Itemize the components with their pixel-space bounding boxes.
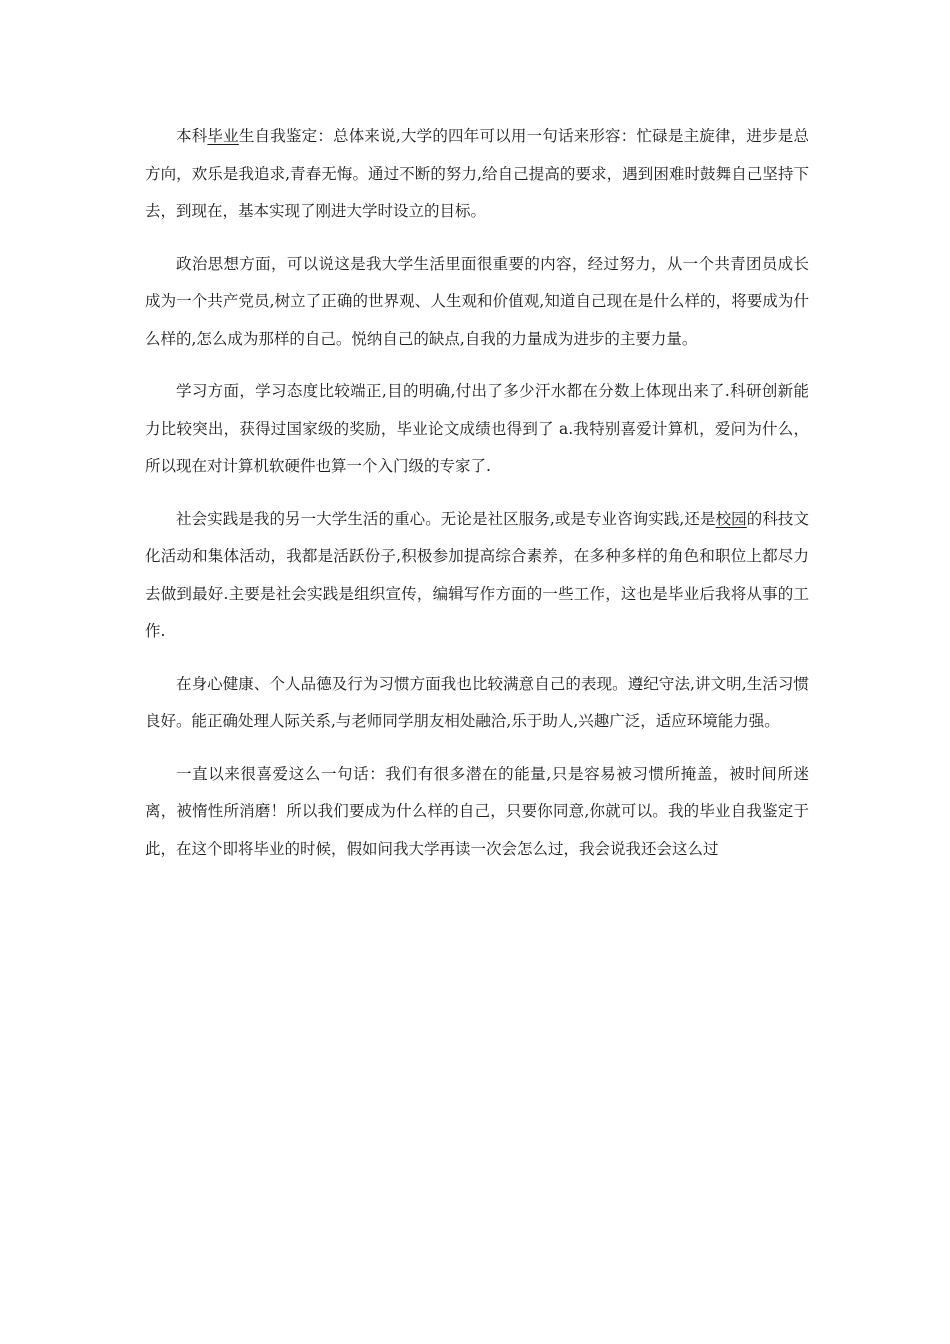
paragraph-political bbox=[145, 246, 809, 359]
paragraph-text: 的科技文化活动和集体活动，我都是活跃份子,积极参加提高综合素养，在多种多样的角色和职位上都尽力去做到最好.主要是社会实践是组织宣传，编辑写作方面的一些工作，这也是毕业后我将从事的工作. bbox=[145, 509, 809, 640]
paragraph-text: 社会实践是我的另一大学生活的重心。无论是社区服务,或是专业咨询实践,还是 bbox=[176, 509, 716, 528]
paragraph-conclusion bbox=[145, 756, 809, 869]
paragraph-study bbox=[145, 373, 809, 486]
paragraph-text: 学习方面，学习态度比较端正,目的明确,付出了多少汗水都在分数上体现出来了.科研创新能力比较突出，获得过国家级的奖励，毕业论文成绩也得到了 a.我特别喜爱计算机，爱问为什么，所以现在对计算机软硬件也算一个入门级的专家了. bbox=[145, 382, 809, 475]
paragraph-text: 本科 bbox=[176, 127, 208, 145]
paragraph-text: 在身心健康、个人品德及行为习惯方面我也比较满意自己的表现。遵纪守法,讲文明,生活习惯良好。能正确处理人际关系,与老师同学朋友相处融洽,乐于助人,兴趣广泛，适应环境能力强。 bbox=[145, 674, 809, 730]
paragraph-text: 政治思想方面，可以说这是我大学生活里面很重要的内容，经过努力，从一个共青团员成长成为一个共产党员,树立了正确的世界观、人生观和价值观,知道自己现在是什么样的，将要成为什么样的,怎么成为那样的自己。悦纳自己的缺点,自我的力量成为进步的主要力量。 bbox=[145, 254, 809, 348]
paragraph-social-practice bbox=[145, 501, 809, 651]
document-body bbox=[145, 118, 809, 883]
link-graduate[interactable]: 毕业 bbox=[207, 127, 239, 145]
paragraph-summary bbox=[145, 118, 809, 231]
paragraph-text: 一直以来很喜爱这么一句话：我们有很多潜在的能量,只是容易被习惯所掩盖，被时间所迷离，被惰性所消磨！所以我们要成为什么样的自己，只要你同意,你就可以。我的毕业自我鉴定于此，在这个即将毕业的时候，假如问我大学再读一次会怎么过，我会说我还会这么过 bbox=[145, 764, 809, 858]
paragraph-text: 生自我鉴定：总体来说,大学的四年可以用一句话来形容：忙碌是主旋律，进步是总方向，欢乐是我追求,青春无悔。通过不断的努力,给自己提高的要求，遇到困难时鼓舞自己坚持下去，到现在，基本实现了刚进大学时设立的目标。 bbox=[145, 127, 809, 220]
paragraph-health-character bbox=[145, 666, 809, 741]
link-campus[interactable]: 校园 bbox=[715, 509, 747, 528]
